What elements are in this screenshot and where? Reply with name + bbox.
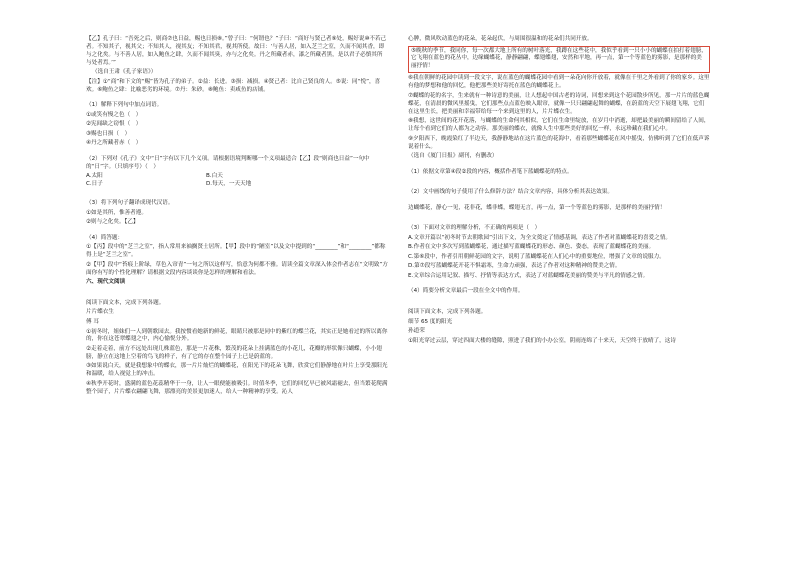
article-paragraph: ②走着走着，前方不远处出现几株蓝色，那是一片花株，繁茂的花朵上挂满蓝色的小花儿，花瓣的形状像只蝴蝶，小小翅膀，静立在这地上空着的鸟飞的样子，有了它的存在整个园子上已是蔚蓝的。 [86, 346, 382, 360]
question-1: （1）依据文章第④段②段的内容，概括作者笔下蓝蝴蝶花的特点。 [408, 168, 573, 175]
article-paragraph: 心脾，微风吹动蓝色的花朵，花朵起伏，与周围很温和的花朵们共同开放。 [408, 36, 593, 42]
q3-option: A.文章开篇以“初冬时节去朝歌园”引出下文，为全文奠定了情感基调，表达了作者对蓝蝴蝶花的喜爱之情。 [408, 234, 672, 241]
q2-option-a: A.太阳 [86, 173, 103, 180]
q3-option: C.第⑥段中，作者引用朝鲜花园的文字，说明了蓝蝴蝶花在人们心中的重要地位，增强了文章的说服力。 [408, 253, 665, 260]
question-2: （2）下列对《孔子》文中“日”字有以下几个义项。请根据语境判断哪一个义项最适合【乙】段“则商也日益”一句中的“日”字。（只填序号）（ ） [86, 156, 370, 170]
q2-option-d: D.每天，一天天地 [206, 181, 252, 188]
question-1: （1）解释下列句中加点词语。 [86, 102, 163, 109]
article-paragraph: ⑧我想，这世间的花开花落，与蝴蝶的生命何其相似，它们在生命里绽放，在岁月中消逝，却把最美丽的瞬间留给了人间，让每个看到它们的人都为之动容。那美丽的蝶衣，就像人生中那些美好的回忆一样，永远珍藏在我们心中。 [408, 118, 710, 133]
question-4: （4）简要分析文章最后一段在全文中的作用。 [408, 288, 524, 295]
article-author: 傅 耳 [86, 319, 99, 325]
q1-item: ①或笑有慢之色（ ） [86, 111, 142, 118]
article-paragraph: ④秋季开花时，盛满的蓝色花蕊精华于一身，让人一眼便能被吸引。时值冬季，它们的回忆早已被风霜褪去，但当繁花爬满整个园子，片片蝶衣翩翩飞舞，那漂亮的美景更加迷人，给人一种精神的享受。沁人 [86, 380, 388, 395]
question-3: （3）将下列句子翻译成现代汉语。 [86, 200, 174, 207]
article-paragraph: ⑥我在朝鲜的花园中读到一段文字，说在蓝色的蝴蝶花园中看到一朵花向你开放着，就像在千里之外看到了你的家乡。这里有他的梦想和他的回忆，他把那些美好寄托在蓝色的蝴蝶花上。 [408, 75, 710, 90]
q3-option: D.第⑦段写蓝蝴蝶花开花不惧霜寒，生命力顽强，表达了作者对这种精神的赞美之情。 [408, 263, 621, 270]
q1-item: ④丹之所藏者赤（ ） [86, 140, 142, 147]
passage-source: （选自王肃《孔子家语》） [92, 69, 157, 76]
article-paragraph-marked: ⑤晚秋的季节，我同你，每一次都大地上所有的树叶落光，我蹲在这些花中，我似乎看到一只小小的蝴蝶在拍打着翅膀，它飞翔在蓝色的花丛中，边缘蝴蝶花，静静翩翩，蝶翅蝶翅，安然和平地，再一点，第一个等蓝色的雾影，是那样的美丽抒情！ [411, 47, 707, 70]
q3-option: B.作者在文中多次写到蓝蝴蝶花，通过描写蓝蝴蝶花的形态、颜色、姿态，表现了蓝蝴蝶花的美丽。 [408, 244, 655, 251]
right-column [408, 36, 710, 347]
article-title: 细节 65 度的阳光 [408, 318, 453, 325]
underlined-passage-box [408, 46, 710, 74]
question-3: （3）下面对文章的理解分析，不正确的两项是（ ） [408, 225, 541, 232]
reading-prompt: 阅读下面文本，完成下列各题。 [86, 299, 165, 306]
article-title: 片片蝶衣生 [86, 309, 114, 316]
article-author: 孙道荣 [408, 328, 425, 335]
q1-item: ②宪闻缺之窃恨（ ） [86, 121, 142, 128]
article-paragraph: ⑦蝴蝶的花的名字，生来就有一种诗意的美丽，让人想起中国古老的诗词，回想来到这个花园散步所见，那一片片的蓝色蝴蝶花，在清晨的微风里摇曳，它们那些点点蓝色映入眼帘，就像一只只翩翩起舞的蝴蝶，在蔚蓝的天空下展翅飞翔，它们在这里生长，把美丽和幸福带给每一个来到这里的人，片片蝶衣生。 [408, 92, 710, 115]
q4-item: ②【甲】段中“苔痕上阶绿，草色入帘青”一句之所以这样写，恰意为何都不雅。请读全篇文章深入体会作者志在“文明致”方面你有写的个性化理解？请根据文段内容谈谈你是怎样的理解和看法。 [86, 261, 388, 276]
q2-option-b: B.白天 [206, 173, 223, 180]
section-heading: 六、现代文阅读 [86, 279, 126, 286]
q3-item: ①如是其所，惟善者遵。 [86, 209, 147, 216]
q2-options-row-2 [86, 181, 388, 189]
article-paragraph: ③如果说白天，就是我想象中的蝶衣，那一片片灿烂的蝴蝶花，在阳光下的花朵飞舞，欣赏它们静静地在叶片上享受那阳光和温暖，给人视觉上的冲击。 [86, 363, 388, 378]
passage-notes: 【注】①“商”和下文的“赐”皆为孔子的弟子。②益：长进。③损：减损。④贤己者：比自己贤良的人。⑤说：同“悦”，喜欢。⑥鲍鱼之肆：比喻恶劣的环境。⑦丹：朱砂。⑧鲍鱼：卖咸鱼的店铺。 [86, 78, 381, 93]
q3-option: E.文章综合运用记叙、描写、抒情等表达方式，表达了对蓝蝴蝶花美丽的赞美与平凡的情感之情。 [408, 272, 649, 279]
reading-prompt: 阅读下面文本，完成下列各题。 [408, 309, 487, 315]
q2-option-c: C.日子 [86, 181, 103, 188]
article-paragraph: ①初冬时，姐妹们一人到朝歌园去。我按惯看她新的鲜花，眼睛只被那是同中的紫红的蝶兰花，其实正是她看过的所以离你的，你在这苍翠蝶翅之中，内心愉悦分外。 [86, 328, 388, 343]
left-column [86, 36, 388, 398]
q3-item: ②则与之化矣。【乙】 [86, 219, 139, 226]
article-paragraph: ⑨夕阳西下，晚霞染红了半边天，我静静地站在这片蓝色的花海中，看着那些蝴蝶花在风中摇曳，仿佛听到了它们在低声诉说着什么。 [408, 135, 710, 150]
q4-item: ①【丙】段中的“芝兰之室”，指人常用来袖搁贤士居所。【甲】段中的“陋室”以及文中提到的“________”和“________”都称得上是“芝兰之室”。 [86, 244, 386, 259]
question-4: （4）简答题： [86, 234, 124, 241]
question-2: （2）文中画线的句子使用了什么修辞方法？结合文章内容，具体分析其表达效果。 [408, 189, 613, 196]
passage-yi: 【乙】孔子曰：“吾死之后，则商⑦也日益，赐也日损⑧。”曾子曰：“何谓也？”子曰：“商好与贤己者⑨处，赐好说⑩不若己者。不知其子，视其父；不知其人，视其友；不知其君，视其所使。故曰：‘与善人居，如入芝兰之室，久而不闻其香，即与之化矣。与不善人居，如入鲍鱼之肆，久而不闻其臭，亦与之化矣。丹之所藏者赤，漆之所藏者黑，是以君子必慎其所与处者焉。’” [86, 36, 387, 66]
question-2-quote: 边蝴蝶花，静心一见，花非花，蝶非蝶，蝶翅无言，再一点，第一个等蓝色的雾影，是那样的美丽抒情！ [408, 204, 666, 211]
article-paragraph: ①阳光穿过云层，穿过四面大楼的缝隙，照进了我们的小办公室，阴雨连绵了十来天，天空终于放晴了，这诗 [408, 337, 676, 344]
article-source: （选自《厦门日报》副刊，有删改） [408, 153, 498, 160]
q1-item: ③赐也日损（ ） [86, 130, 131, 137]
